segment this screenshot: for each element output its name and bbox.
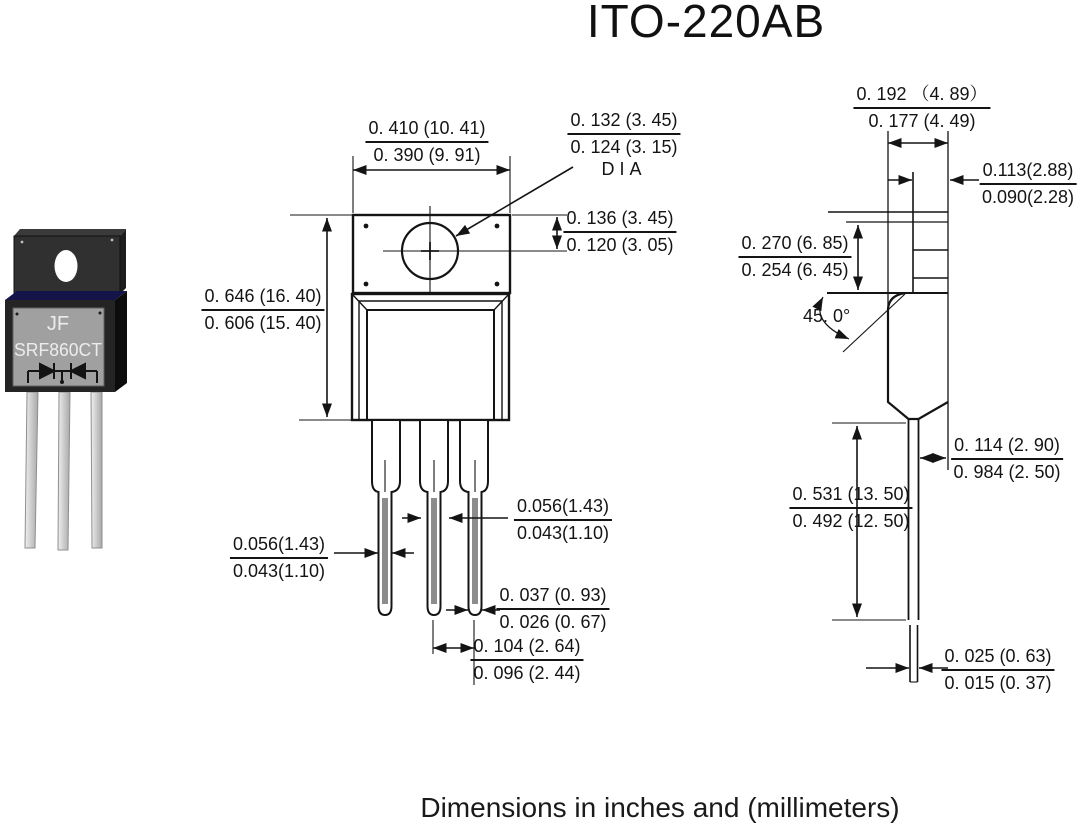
front-tab-outline xyxy=(353,215,510,293)
photo-mounting-hole xyxy=(55,250,78,282)
dim-hole-offset xyxy=(563,208,676,256)
dim-tab-height xyxy=(738,233,851,281)
front-body-outline xyxy=(352,294,509,420)
dim-side-depth-min: 0. 177 (4. 49) xyxy=(868,111,976,132)
dim-lead-pitch-max: 0. 104 (2. 64) xyxy=(470,636,583,661)
dim-front-width-max: 0. 410 (10. 41) xyxy=(365,118,488,143)
dim-tab-thickness-min: 0.090(2.28) xyxy=(981,187,1075,208)
part-photo xyxy=(5,229,127,550)
dim-lead-width-left xyxy=(230,534,328,582)
side-lead-outline xyxy=(909,419,919,682)
photo-part-number: SRF860CT xyxy=(14,340,102,360)
dim-lead-length-max: 0. 531 (13. 50) xyxy=(789,484,912,509)
dim-lead-length xyxy=(789,484,912,532)
dim-side-depth xyxy=(853,84,990,132)
dim-lead-thickness-min: 0. 026 (0. 67) xyxy=(499,612,607,633)
photo-brand: JF xyxy=(46,313,70,335)
dim-body-height xyxy=(201,286,324,334)
dim-lead-length-min: 0. 492 (12. 50) xyxy=(792,511,910,532)
dim-lead-setback-max: 0. 114 (2. 90) xyxy=(951,435,1063,460)
side-view xyxy=(820,131,979,682)
dim-lead-width-right xyxy=(514,496,612,544)
dim-lead-tip-max: 0. 025 (0. 63) xyxy=(941,646,1054,671)
dim-hole-offset-min: 0. 120 (3. 05) xyxy=(566,235,674,256)
dim-front-width xyxy=(365,118,488,166)
photo-leads xyxy=(25,392,102,550)
dim-hole-offset-max: 0. 136 (3. 45) xyxy=(563,208,676,233)
dim-tab-thickness-max: 0.113(2.88) xyxy=(980,160,1077,185)
dim-tab-thickness xyxy=(980,160,1077,208)
dim-lead-width-left-min: 0.043(1.10) xyxy=(232,561,326,582)
dim-lead-setback xyxy=(951,435,1063,483)
side-body-outline xyxy=(888,293,948,419)
dim-body-height-max: 0. 646 (16. 40) xyxy=(201,286,324,311)
dim-hole-dia-suffix: DIA xyxy=(601,159,647,180)
chamfer-angle-label: 45. 0° xyxy=(803,306,851,326)
hole-dia-leader-arrow xyxy=(456,167,573,236)
dim-lead-width-right-max: 0.056(1.43) xyxy=(514,496,612,521)
dim-lead-setback-min: 0. 984 (2. 50) xyxy=(953,462,1061,483)
units-caption: Dimensions in inches and (millimeters) xyxy=(420,792,900,823)
front-hole-offset-dimension xyxy=(512,215,567,249)
dim-lead-width-right-min: 0.043(1.10) xyxy=(516,523,610,544)
dim-side-depth-max: 0. 192 （4. 89） xyxy=(853,84,990,109)
dim-lead-pitch xyxy=(470,636,583,684)
dim-hole-dia-max: 0. 132 (3. 45) xyxy=(567,110,680,135)
page-title: ITO-220AB xyxy=(586,0,826,47)
dim-front-width-min: 0. 390 (9. 91) xyxy=(373,145,481,166)
photo-body xyxy=(5,291,127,392)
dim-lead-thickness-max: 0. 037 (0. 93) xyxy=(496,585,609,610)
dim-tab-height-max: 0. 270 (6. 85) xyxy=(738,233,851,258)
dim-lead-tip-thickness xyxy=(941,646,1054,694)
lead-pitch-dimension xyxy=(433,620,474,685)
dim-lead-tip-min: 0. 015 (0. 37) xyxy=(944,673,1052,694)
dim-body-height-min: 0. 606 (15. 40) xyxy=(204,313,322,334)
dim-hole-dia-min: 0. 124 (3. 15) xyxy=(570,137,678,158)
dim-lead-width-left-max: 0.056(1.43) xyxy=(230,534,328,559)
photo-tab xyxy=(14,229,126,294)
dim-hole-diameter xyxy=(567,110,680,181)
dim-tab-height-min: 0. 254 (6. 45) xyxy=(741,260,849,281)
dim-lead-pitch-min: 0. 096 (2. 44) xyxy=(473,663,581,684)
dim-lead-thickness xyxy=(496,585,609,633)
